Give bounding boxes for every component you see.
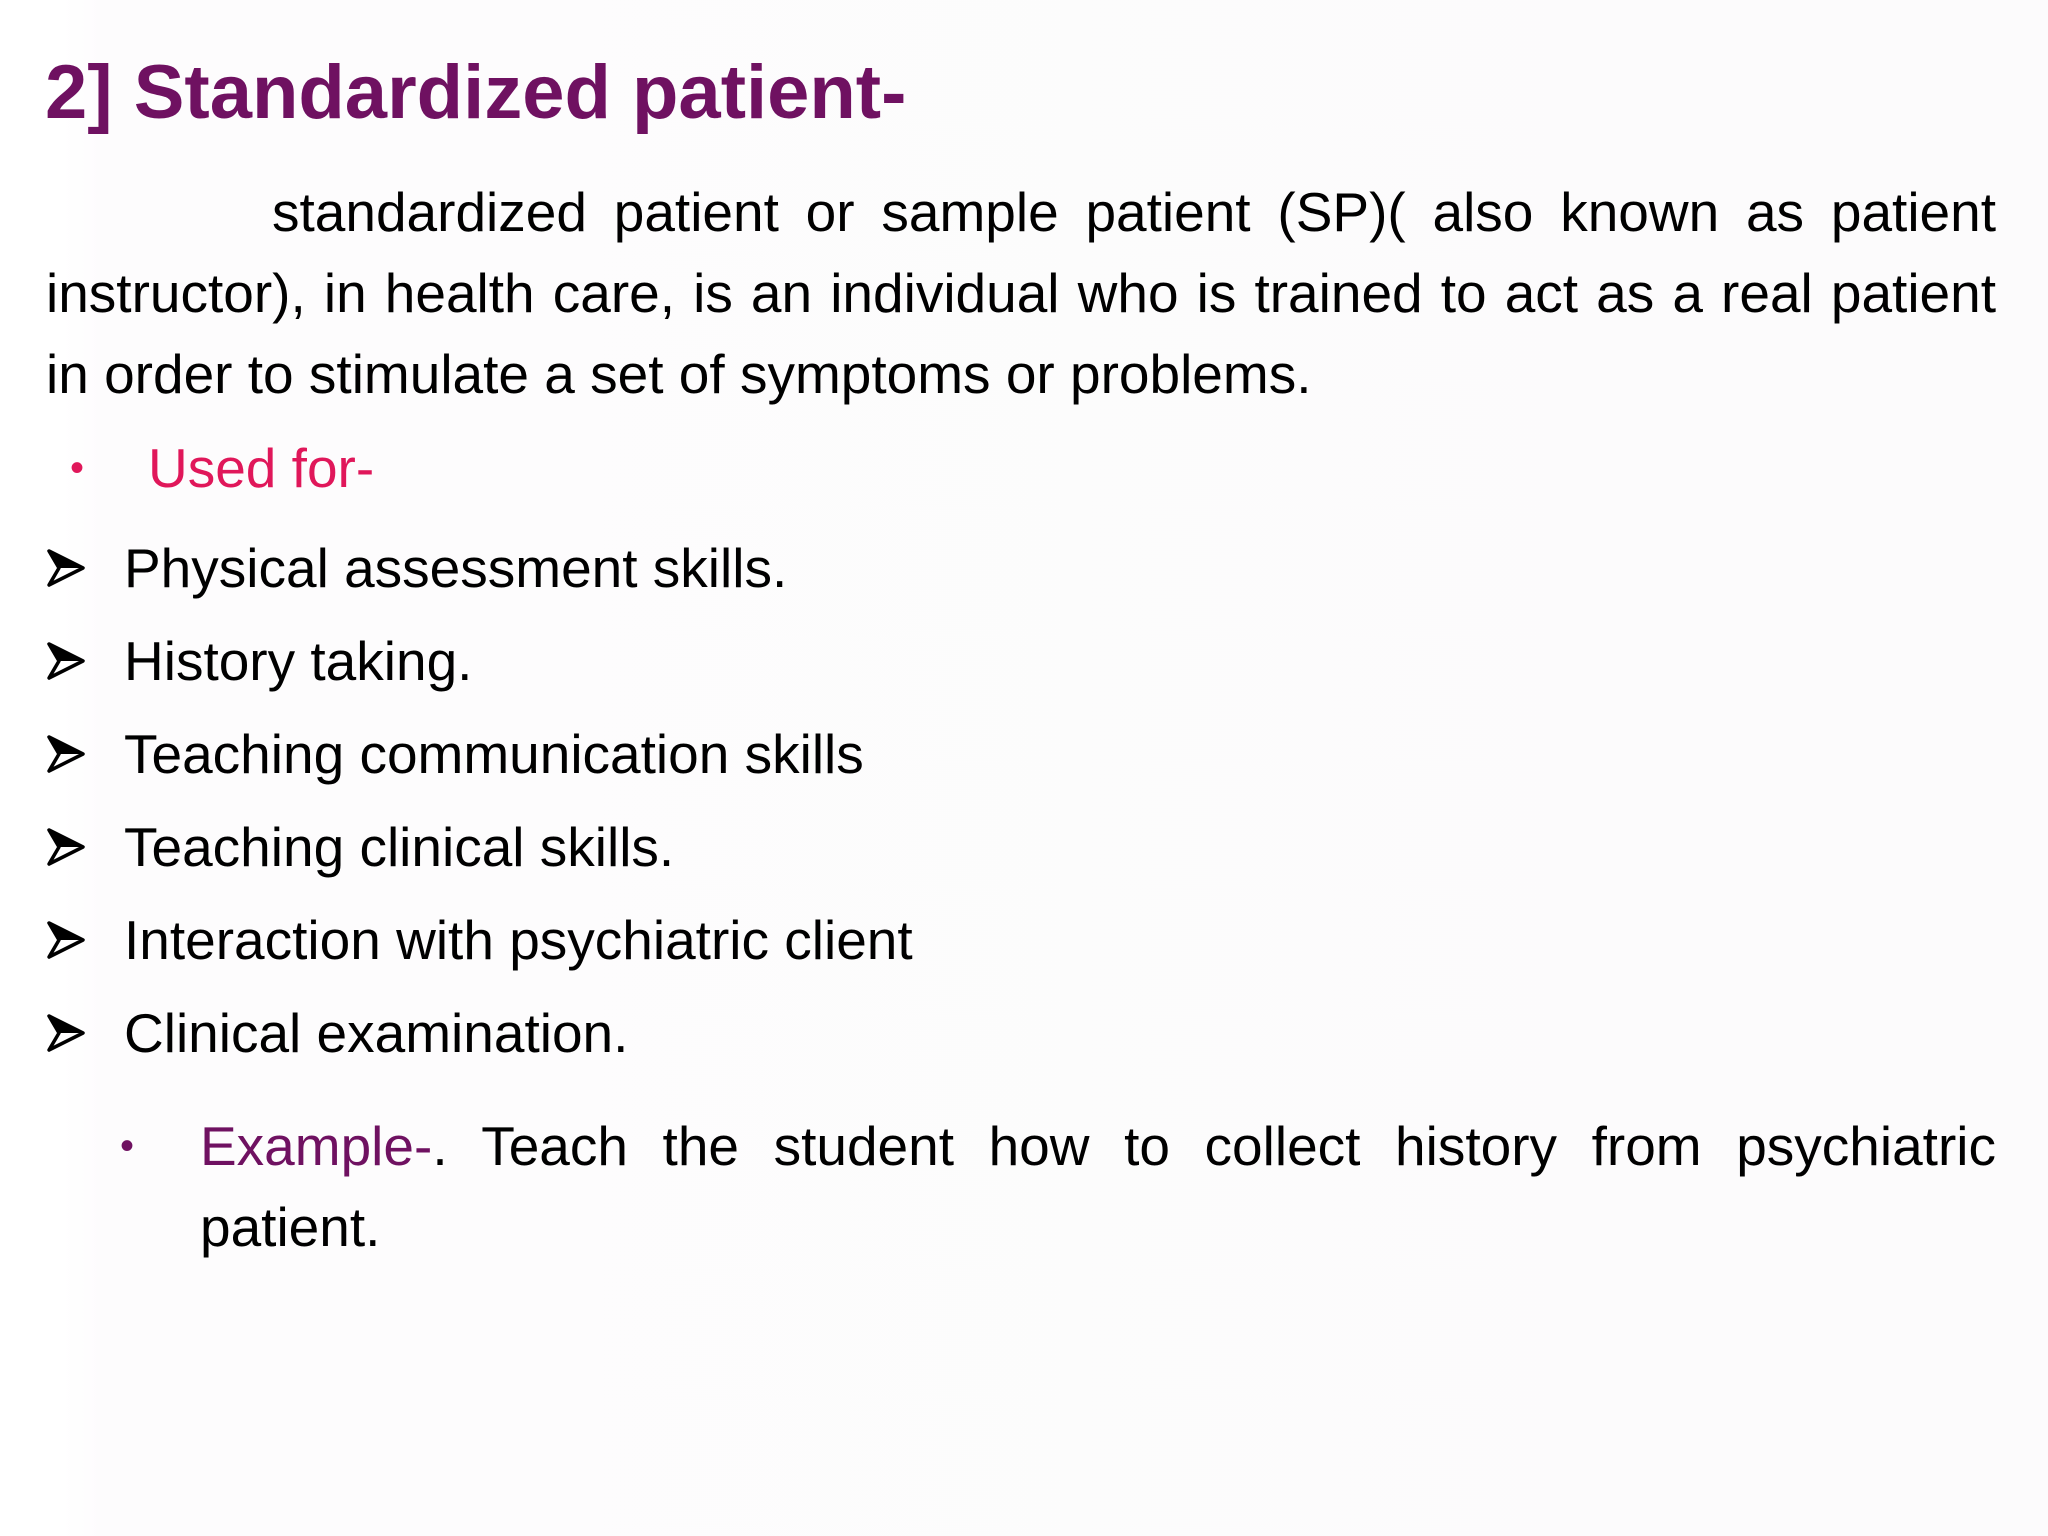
used-for-heading	[70, 428, 374, 509]
example-block	[120, 1106, 1996, 1268]
used-for-label: Used for-	[148, 437, 375, 499]
arrowhead-bullet-icon	[46, 633, 124, 689]
list-item	[46, 986, 913, 1079]
example-text-block	[200, 1106, 1996, 1268]
list-item	[46, 707, 913, 800]
list-item-text: Teaching communication skills	[124, 722, 864, 785]
uses-list	[46, 521, 913, 1079]
arrowhead-bullet-icon	[46, 1005, 124, 1061]
list-item-text: Physical assessment skills.	[124, 536, 788, 599]
list-item	[46, 614, 913, 707]
arrowhead-bullet-icon	[46, 819, 124, 875]
list-item	[46, 521, 913, 614]
list-item-text: History taking.	[124, 629, 473, 692]
arrowhead-bullet-icon	[46, 912, 124, 968]
list-item	[46, 893, 913, 986]
list-item-text: Teaching clinical skills.	[124, 815, 675, 878]
slide-title: 2] Standardized patient-	[45, 50, 907, 135]
example-label: Example-	[200, 1115, 433, 1177]
example-text: . Teach the student how to collect history from psychiatric patient.	[200, 1115, 1996, 1258]
list-item-text: Clinical examination.	[124, 1001, 629, 1064]
arrowhead-bullet-icon	[46, 726, 124, 782]
bullet-icon: •	[70, 446, 85, 490]
bullet-icon: •	[120, 1124, 135, 1168]
list-item-text: Interaction with psychiatric client	[124, 908, 913, 971]
list-item	[46, 800, 913, 893]
intro-paragraph: standardized patient or sample patient (SP)( also known as patient instructor), in health care, is an individual who is trained to act as a real patient in order to stimulate a set of symptoms or problems.	[46, 181, 1996, 405]
arrowhead-bullet-icon	[46, 540, 124, 596]
